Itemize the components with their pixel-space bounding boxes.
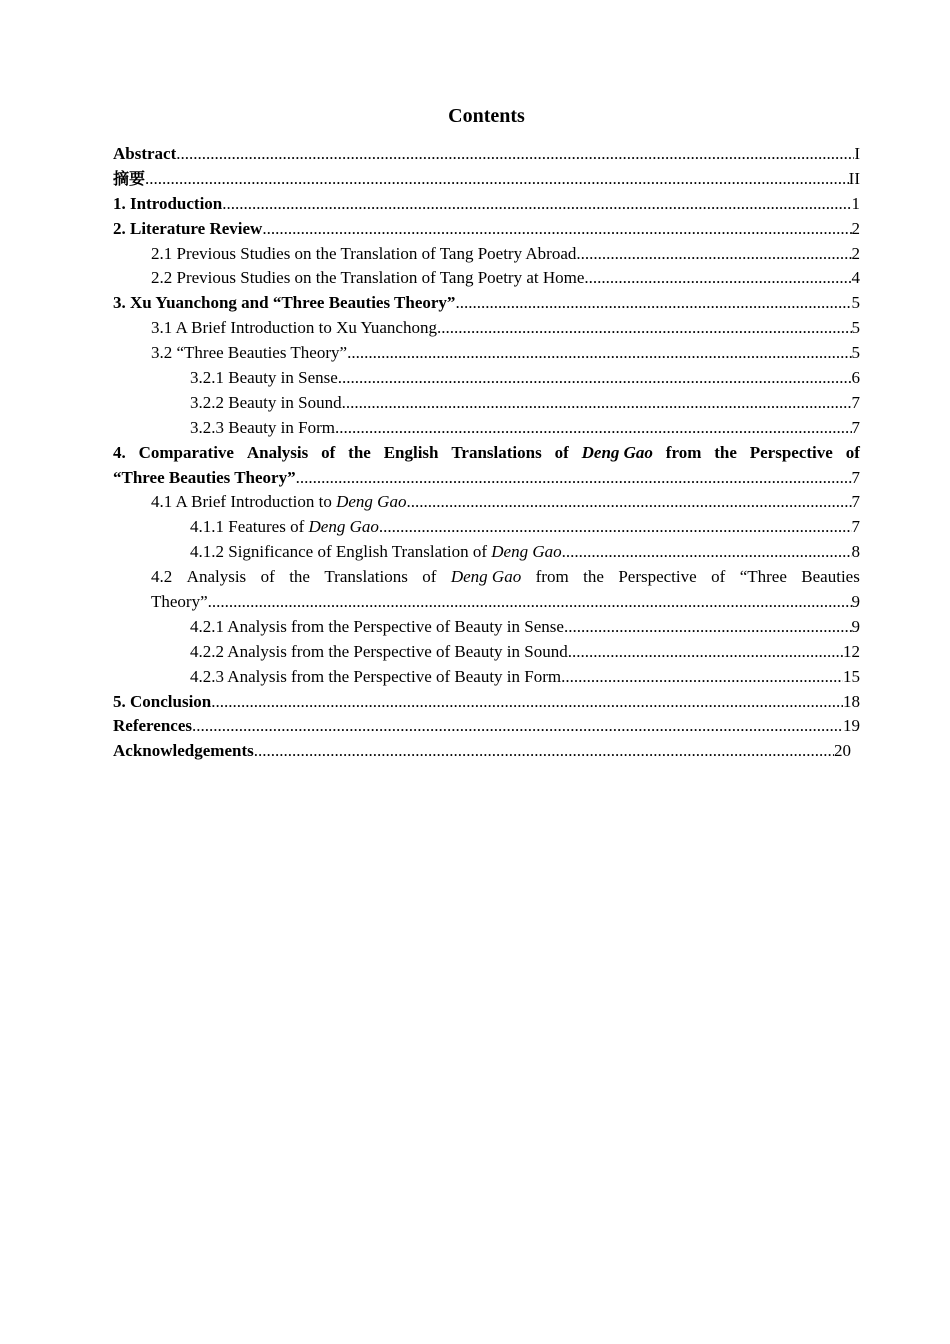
- toc-word: the: [583, 567, 604, 587]
- dot-leader: [145, 167, 849, 192]
- toc-page-number: 2: [851, 243, 860, 263]
- dot-leader: [576, 242, 851, 267]
- toc-word: Translations: [324, 567, 408, 587]
- toc-entry-3-2-3[interactable]: [113, 416, 860, 441]
- toc-entry-references[interactable]: [113, 714, 860, 739]
- toc-entry-literature-review[interactable]: [113, 217, 860, 242]
- toc-entry-4-2-line1: [113, 565, 860, 590]
- toc-entry-label: 3.1 A Brief Introduction to Xu Yuanchong: [151, 318, 437, 338]
- dot-leader: [561, 665, 843, 690]
- dot-leader: [379, 515, 852, 540]
- toc-entry-2-2[interactable]: [113, 266, 860, 291]
- toc-entry-4-2-2[interactable]: [113, 640, 860, 665]
- toc-page-number: 5: [851, 318, 860, 338]
- toc-page-number: 15: [843, 666, 860, 686]
- toc-page-number: 7: [851, 417, 860, 437]
- dot-leader: [254, 739, 834, 764]
- toc-page-number: 7: [851, 467, 860, 487]
- dot-leader: [338, 366, 852, 391]
- toc-word: Analysis: [186, 567, 247, 587]
- toc-word: Analysis: [246, 442, 309, 462]
- toc-word: Beauties: [801, 567, 860, 587]
- toc-page-number: 9: [851, 616, 860, 636]
- toc-entry-acknowledgements[interactable]: [113, 739, 860, 764]
- toc-word: of: [260, 567, 275, 587]
- dot-leader: [562, 540, 852, 565]
- toc-page-number: 9: [851, 592, 860, 612]
- toc-word: of: [554, 442, 569, 462]
- dot-leader: [455, 291, 851, 316]
- toc-page-number: 1: [851, 193, 860, 213]
- toc-word: of: [845, 442, 860, 462]
- dot-leader: [347, 341, 851, 366]
- dot-leader: [342, 391, 852, 416]
- toc-entry-label: Abstract: [113, 144, 177, 163]
- dot-leader: [211, 690, 843, 715]
- toc-entry-label: 2.1 Previous Studies on the Translation of Tang Poetry Abroad: [151, 243, 577, 263]
- toc-entry-conclusion[interactable]: [113, 690, 860, 715]
- toc-word: Comparative: [138, 442, 234, 462]
- toc-word: of: [422, 567, 437, 587]
- toc-word: of: [321, 442, 336, 462]
- dot-leader: [222, 192, 851, 217]
- toc-entry-4-2-1[interactable]: [113, 615, 860, 640]
- toc-page-number: 7: [851, 392, 860, 412]
- toc-word: Perspective: [749, 442, 833, 462]
- toc-word: English: [383, 442, 439, 462]
- toc-word: the: [289, 567, 310, 587]
- toc-entry-4[interactable]: [113, 441, 860, 491]
- toc-word: from: [665, 442, 702, 462]
- toc-entry-label: 3.2.2 Beauty in Sound: [190, 392, 342, 412]
- dot-leader: [437, 316, 852, 341]
- toc-entry-label: 1. Introduction: [113, 193, 223, 213]
- toc-page-number: 7: [851, 492, 860, 512]
- toc-entry-label: 4.1.1 Features of Deng Gao: [190, 517, 379, 537]
- toc-entry-3-2[interactable]: [113, 341, 860, 366]
- toc-word-italic: Deng Gao: [581, 442, 653, 462]
- toc-entry-zhaiyao[interactable]: [113, 167, 860, 192]
- toc-word: of: [711, 567, 726, 587]
- toc-word: from: [535, 567, 569, 587]
- dot-leader: [262, 217, 851, 242]
- toc-entry-label: Acknowledgements: [113, 741, 254, 761]
- toc-entry-label: Theory”: [151, 592, 208, 612]
- toc-word: “Three: [739, 567, 787, 587]
- toc-page-number: 6: [851, 368, 860, 388]
- page-title: Contents: [448, 105, 525, 127]
- toc-entry-3-1[interactable]: [113, 316, 860, 341]
- toc-entry-2-1[interactable]: [113, 242, 860, 267]
- toc-entry-label: 4.2.1 Analysis from the Perspective of Beauty in Sense: [190, 616, 564, 636]
- toc-entry-label: References: [113, 716, 192, 736]
- toc-entry-label: 3.2 “Three Beauties Theory”: [151, 343, 348, 363]
- toc-entry-4-1-1[interactable]: [113, 515, 860, 540]
- dot-leader: [564, 615, 852, 640]
- toc-entry-label: 4.1 A Brief Introduction to Deng Gao: [151, 492, 407, 512]
- toc-entry-4-2-line2: [113, 590, 860, 615]
- toc-page-number: 5: [851, 293, 860, 313]
- toc-entry-4-1-2[interactable]: [113, 540, 860, 565]
- toc-entry-label: 5. Conclusion: [113, 691, 212, 711]
- toc-word: the: [348, 442, 371, 462]
- dot-leader: [208, 590, 852, 615]
- toc-word: Translations: [451, 442, 542, 462]
- toc-word: the: [714, 442, 737, 462]
- toc-entry-label: 3.2.1 Beauty in Sense: [190, 368, 338, 388]
- toc-entry-abstract[interactable]: [113, 142, 860, 167]
- toc-word: 4.: [113, 442, 126, 462]
- toc-page-number: 19: [843, 716, 860, 736]
- toc-entry-introduction[interactable]: [113, 192, 860, 217]
- toc-page-number: I: [854, 144, 860, 163]
- toc-entry-3-2-2[interactable]: [113, 391, 860, 416]
- dot-leader: [176, 142, 854, 167]
- toc-entry-label: 摘要: [113, 168, 146, 188]
- dot-leader: [296, 466, 852, 491]
- dot-leader: [335, 416, 852, 441]
- toc-page-number: 2: [851, 218, 860, 238]
- dot-leader: [584, 266, 851, 291]
- toc-word: Perspective: [618, 567, 697, 587]
- toc-page-number: 4: [851, 268, 860, 288]
- toc-entry-label: 2.2 Previous Studies on the Translation of Tang Poetry at Home: [151, 268, 585, 288]
- table-of-contents: [113, 142, 860, 764]
- toc-page-number: 8: [851, 542, 860, 562]
- toc-page-number: 5: [851, 343, 860, 363]
- toc-entry-label: 3. Xu Yuanchong and “Three Beauties Theory”: [113, 293, 456, 313]
- toc-page-number: II: [848, 168, 860, 188]
- toc-entry-label: 2. Literature Review: [113, 218, 263, 238]
- toc-entry-label: 4.2.2 Analysis from the Perspective of Beauty in Sound: [190, 641, 568, 661]
- toc-entry-label: 4.1.2 Significance of English Translation of Deng Gao: [190, 542, 562, 562]
- toc-word: 4.2: [151, 567, 173, 587]
- toc-word-italic: Deng Gao: [450, 567, 522, 587]
- dot-leader: [192, 714, 843, 739]
- toc-entry-label: “Three Beauties Theory”: [113, 467, 296, 487]
- toc-entry-4-2[interactable]: [113, 565, 860, 615]
- toc-page-number: 18: [843, 691, 860, 711]
- toc-entry-3-2-1[interactable]: [113, 366, 860, 391]
- toc-entry-label: 3.2.3 Beauty in Form: [190, 417, 335, 437]
- toc-page-number: 20: [834, 741, 851, 761]
- dot-leader: [568, 640, 843, 665]
- toc-entry-4-1[interactable]: [113, 490, 860, 515]
- toc-entry-4-2-3[interactable]: [113, 665, 860, 690]
- toc-entry-label: 4.2.3 Analysis from the Perspective of Beauty in Form: [190, 666, 562, 686]
- toc-page-number: 7: [851, 517, 860, 537]
- dot-leader: [406, 490, 851, 515]
- toc-entry-4-line1: [113, 441, 860, 466]
- toc-entry-3[interactable]: [113, 291, 860, 316]
- toc-page-number: 12: [843, 641, 860, 661]
- toc-entry-4-line2: [113, 466, 860, 491]
